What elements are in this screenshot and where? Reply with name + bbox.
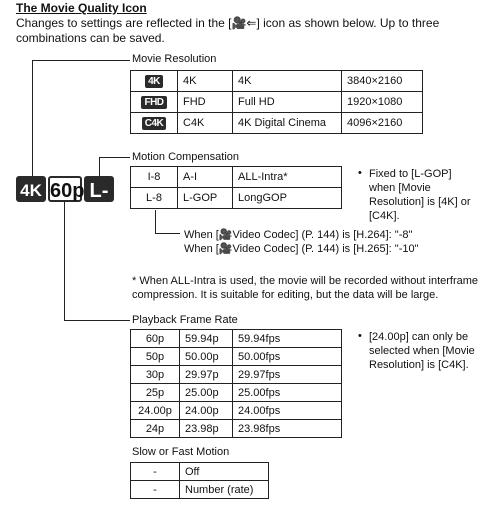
section-heading-motion-compensation: Motion Compensation xyxy=(132,151,240,163)
table-cell: 60p xyxy=(131,330,180,348)
table-row xyxy=(131,92,423,113)
table-cell: 25.00p xyxy=(180,384,233,402)
table-cell: 1920×1080 xyxy=(342,92,423,113)
movie-icon: 🎥⇐ xyxy=(231,16,257,30)
table-cell: 50.00fps xyxy=(233,348,342,366)
bullet: • xyxy=(358,330,362,342)
table-cell: LongGOP xyxy=(233,188,342,209)
table-row xyxy=(131,167,342,188)
connector-line xyxy=(32,60,33,176)
connector-line xyxy=(155,233,180,234)
table-cell: 4K Digital Cinema xyxy=(233,113,342,134)
table-cell: 29.97fps xyxy=(233,366,342,384)
table-cell: Number (rate) xyxy=(180,481,269,499)
table-cell: 24.00p xyxy=(131,402,180,420)
table-row xyxy=(131,384,342,402)
table-cell: A-I xyxy=(178,167,233,188)
codec-note-h264: When [🎥Video Codec] (P. 144) is [H.264]: "-8" xyxy=(184,229,413,241)
table-row xyxy=(131,463,269,481)
table-cell: L-8 xyxy=(131,188,178,209)
table-cell: 50.00p xyxy=(180,348,233,366)
bullet: • xyxy=(358,167,362,179)
table-cell: 50p xyxy=(131,348,180,366)
table-cell: 4096×2160 xyxy=(342,113,423,134)
all-intra-footnote: * When ALL-Intra is used, the movie will be recorded without interframe compression. It is suitable for editing, but the data will be large. xyxy=(132,275,479,301)
table-cell: 30p xyxy=(131,366,180,384)
table-cell: L-GOP xyxy=(178,188,233,209)
table-cell: C4K xyxy=(178,113,233,134)
table-row xyxy=(131,481,269,499)
intro-text xyxy=(16,16,476,46)
table-cell: 29.97p xyxy=(180,366,233,384)
section-heading-playback-frame-rate: Playback Frame Rate xyxy=(132,314,238,326)
table-cell: 3840×2160 xyxy=(342,71,423,92)
motion-compensation-table xyxy=(130,166,342,209)
table-cell xyxy=(131,71,178,92)
movie-resolution-table xyxy=(130,70,423,134)
table-cell: 4K xyxy=(178,71,233,92)
table-cell: I-8 xyxy=(131,167,178,188)
table-row xyxy=(131,188,342,209)
table-cell: 24.00fps xyxy=(233,402,342,420)
table-cell xyxy=(131,92,178,113)
section-heading-movie-resolution: Movie Resolution xyxy=(132,53,217,65)
table-cell: 59.94p xyxy=(180,330,233,348)
resolution-badge: FHD xyxy=(141,96,166,109)
slow-fast-motion-table xyxy=(130,462,269,499)
table-cell: - xyxy=(131,463,180,481)
codec-note-h265: When [🎥Video Codec] (P. 144) is [H.265]: "-10" xyxy=(184,243,419,255)
table-row xyxy=(131,420,342,438)
table-cell: Full HD xyxy=(233,92,342,113)
table-cell: 25.00fps xyxy=(233,384,342,402)
table-cell: 25p xyxy=(131,384,180,402)
compression-icon: L-8 xyxy=(84,176,114,202)
connector-line xyxy=(99,157,130,158)
framerate-icon: 60p xyxy=(48,176,82,202)
intro-text-start: Changes to settings are reflected in the [ xyxy=(16,16,232,30)
table-cell xyxy=(131,113,178,134)
connector-line xyxy=(99,157,100,176)
connector-line xyxy=(64,202,65,320)
connector-line xyxy=(32,60,130,61)
table-cell: 23.98p xyxy=(180,420,233,438)
table-cell: 23.98fps xyxy=(233,420,342,438)
page-title: The Movie Quality Icon xyxy=(16,1,147,15)
table-cell: ALL-Intra* xyxy=(233,167,342,188)
resolution-icon: 4K xyxy=(16,176,46,202)
connector-line xyxy=(64,320,130,321)
table-cell: FHD xyxy=(178,92,233,113)
table-cell: - xyxy=(131,481,180,499)
resolution-badge: 4K xyxy=(145,75,163,88)
table-row xyxy=(131,71,423,92)
frame-rate-note: [24.00p] can only be selected when [Movie Resolution] is [C4K]. xyxy=(369,331,475,371)
table-cell: 59.94fps xyxy=(233,330,342,348)
motion-compensation-note: Fixed to [L-GOP] when [Movie Resolution] is [4K] or [C4K]. xyxy=(369,168,471,222)
table-row xyxy=(131,402,342,420)
table-row xyxy=(131,330,342,348)
intro-text-end: ] icon as shown below. Up to three combinations can be saved. xyxy=(16,16,440,45)
table-cell: Off xyxy=(180,463,269,481)
section-heading-slow-fast-motion: Slow or Fast Motion xyxy=(132,446,230,458)
table-row xyxy=(131,348,342,366)
resolution-badge: C4K xyxy=(142,117,167,130)
table-row xyxy=(131,366,342,384)
table-cell: 4K xyxy=(233,71,342,92)
playback-frame-rate-table xyxy=(130,329,342,438)
table-cell: 24.00p xyxy=(180,402,233,420)
connector-line xyxy=(155,210,156,233)
table-row xyxy=(131,113,423,134)
table-cell: 24p xyxy=(131,420,180,438)
